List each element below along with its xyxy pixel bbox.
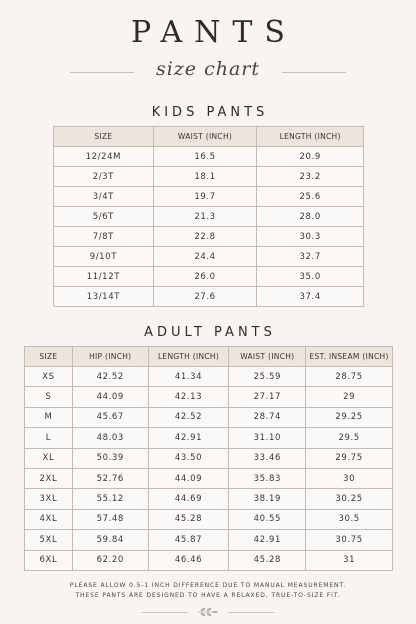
size-cell: 7/8T [54, 227, 154, 247]
measurement-cell: 24.4 [153, 247, 257, 267]
measurement-cell: 29.75 [306, 448, 393, 468]
table-row [25, 448, 393, 468]
size-cell: 13/14T [54, 287, 154, 307]
size-cell: L [25, 428, 73, 448]
footnote-fit: THESE PANTS ARE DESIGNED TO HAVE A RELAXED, TRUE-TO-SIZE FIT. [75, 592, 341, 599]
table-row [54, 187, 364, 207]
measurement-cell: 27.17 [229, 387, 306, 407]
table-row [25, 387, 393, 407]
column-header: EST. INSEAM (INCH) [306, 347, 393, 367]
measurement-cell: 30.5 [306, 509, 393, 529]
measurement-cell: 48.03 [72, 428, 148, 448]
measurement-cell: 45.87 [148, 530, 229, 550]
leaf-sprig-icon [196, 605, 220, 619]
adult-section-title: ADULT PANTS [144, 325, 276, 340]
measurement-cell: 29.25 [306, 407, 393, 427]
measurement-cell: 21.3 [153, 207, 257, 227]
measurement-cell: 33.46 [229, 448, 306, 468]
measurement-cell: 31.10 [229, 428, 306, 448]
size-cell: 9/10T [54, 247, 154, 267]
measurement-cell: 62.20 [72, 550, 148, 570]
table-row [25, 367, 393, 387]
size-cell: XL [25, 448, 73, 468]
measurement-cell: 42.13 [148, 387, 229, 407]
measurement-cell: 22.8 [153, 227, 257, 247]
footer-ornament [0, 604, 416, 620]
page-subtitle: size chart [155, 58, 261, 80]
size-cell: 12/24M [54, 147, 154, 167]
subtitle-row [0, 58, 416, 88]
table-header-row [54, 127, 364, 147]
measurement-cell: 55.12 [72, 489, 148, 509]
measurement-cell: 59.84 [72, 530, 148, 550]
column-header: SIZE [54, 127, 154, 147]
measurement-cell: 43.50 [148, 448, 229, 468]
measurement-cell: 42.52 [148, 407, 229, 427]
measurement-cell: 57.48 [72, 509, 148, 529]
measurement-cell: 29 [306, 387, 393, 407]
measurement-cell: 46.46 [148, 550, 229, 570]
measurement-cell: 44.09 [72, 387, 148, 407]
kids-section-title: KIDS PANTS [151, 105, 269, 120]
page-title: PANTS [131, 15, 297, 50]
size-cell: 5XL [25, 530, 73, 550]
table-row [54, 227, 364, 247]
measurement-cell: 25.59 [229, 367, 306, 387]
measurement-cell: 50.39 [72, 448, 148, 468]
table-header-row [25, 347, 393, 367]
size-cell: M [25, 407, 73, 427]
measurement-cell: 23.2 [257, 167, 364, 187]
table-row [25, 530, 393, 550]
measurement-cell: 26.0 [153, 267, 257, 287]
measurement-cell: 41.34 [148, 367, 229, 387]
kids-size-table [53, 126, 364, 307]
measurement-cell: 35.0 [257, 267, 364, 287]
measurement-cell: 18.1 [153, 167, 257, 187]
measurement-cell: 45.28 [148, 509, 229, 529]
measurement-cell: 37.4 [257, 287, 364, 307]
measurement-cell: 30.25 [306, 489, 393, 509]
column-header: LENGTH (INCH) [148, 347, 229, 367]
table-row [54, 147, 364, 167]
measurement-cell: 45.28 [229, 550, 306, 570]
ornament-line-right [228, 612, 274, 613]
table-row [25, 489, 393, 509]
table-row [54, 287, 364, 307]
table-row [54, 247, 364, 267]
column-header: LENGTH (INCH) [257, 127, 364, 147]
table-row [25, 428, 393, 448]
column-header: WAIST (INCH) [229, 347, 306, 367]
size-cell: S [25, 387, 73, 407]
measurement-cell: 32.7 [257, 247, 364, 267]
table-row [25, 468, 393, 488]
table-row [25, 509, 393, 529]
measurement-cell: 42.91 [148, 428, 229, 448]
measurement-cell: 30.3 [257, 227, 364, 247]
measurement-cell: 19.7 [153, 187, 257, 207]
measurement-cell: 20.9 [257, 147, 364, 167]
measurement-cell: 28.0 [257, 207, 364, 227]
measurement-cell: 38.19 [229, 489, 306, 509]
size-cell: 2XL [25, 468, 73, 488]
measurement-cell: 42.52 [72, 367, 148, 387]
column-header: WAIST (INCH) [153, 127, 257, 147]
size-cell: 3/4T [54, 187, 154, 207]
size-cell: 3XL [25, 489, 73, 509]
column-header: SIZE [25, 347, 73, 367]
table-row [25, 550, 393, 570]
size-cell: 6XL [25, 550, 73, 570]
size-cell: 2/3T [54, 167, 154, 187]
size-cell: XS [25, 367, 73, 387]
size-cell: 4XL [25, 509, 73, 529]
adult-size-table [24, 346, 393, 571]
measurement-cell: 27.6 [153, 287, 257, 307]
ornament-line-left [142, 612, 188, 613]
size-cell: 5/6T [54, 207, 154, 227]
measurement-cell: 45.67 [72, 407, 148, 427]
measurement-cell: 30 [306, 468, 393, 488]
measurement-cell: 16.5 [153, 147, 257, 167]
measurement-cell: 44.09 [148, 468, 229, 488]
table-row [54, 167, 364, 187]
measurement-cell: 30.75 [306, 530, 393, 550]
measurement-cell: 28.75 [306, 367, 393, 387]
footnote-measurement: PLEASE ALLOW 0.5-1 INCH DIFFERENCE DUE TO MANUAL MEASUREMENT. [69, 582, 347, 589]
table-row [25, 407, 393, 427]
column-header: HIP (INCH) [72, 347, 148, 367]
measurement-cell: 44.69 [148, 489, 229, 509]
measurement-cell: 52.76 [72, 468, 148, 488]
table-row [54, 267, 364, 287]
divider-right [282, 72, 346, 73]
table-row [54, 207, 364, 227]
measurement-cell: 42.91 [229, 530, 306, 550]
measurement-cell: 28.74 [229, 407, 306, 427]
measurement-cell: 40.55 [229, 509, 306, 529]
measurement-cell: 31 [306, 550, 393, 570]
measurement-cell: 29.5 [306, 428, 393, 448]
size-cell: 11/12T [54, 267, 154, 287]
measurement-cell: 25.6 [257, 187, 364, 207]
measurement-cell: 35.83 [229, 468, 306, 488]
